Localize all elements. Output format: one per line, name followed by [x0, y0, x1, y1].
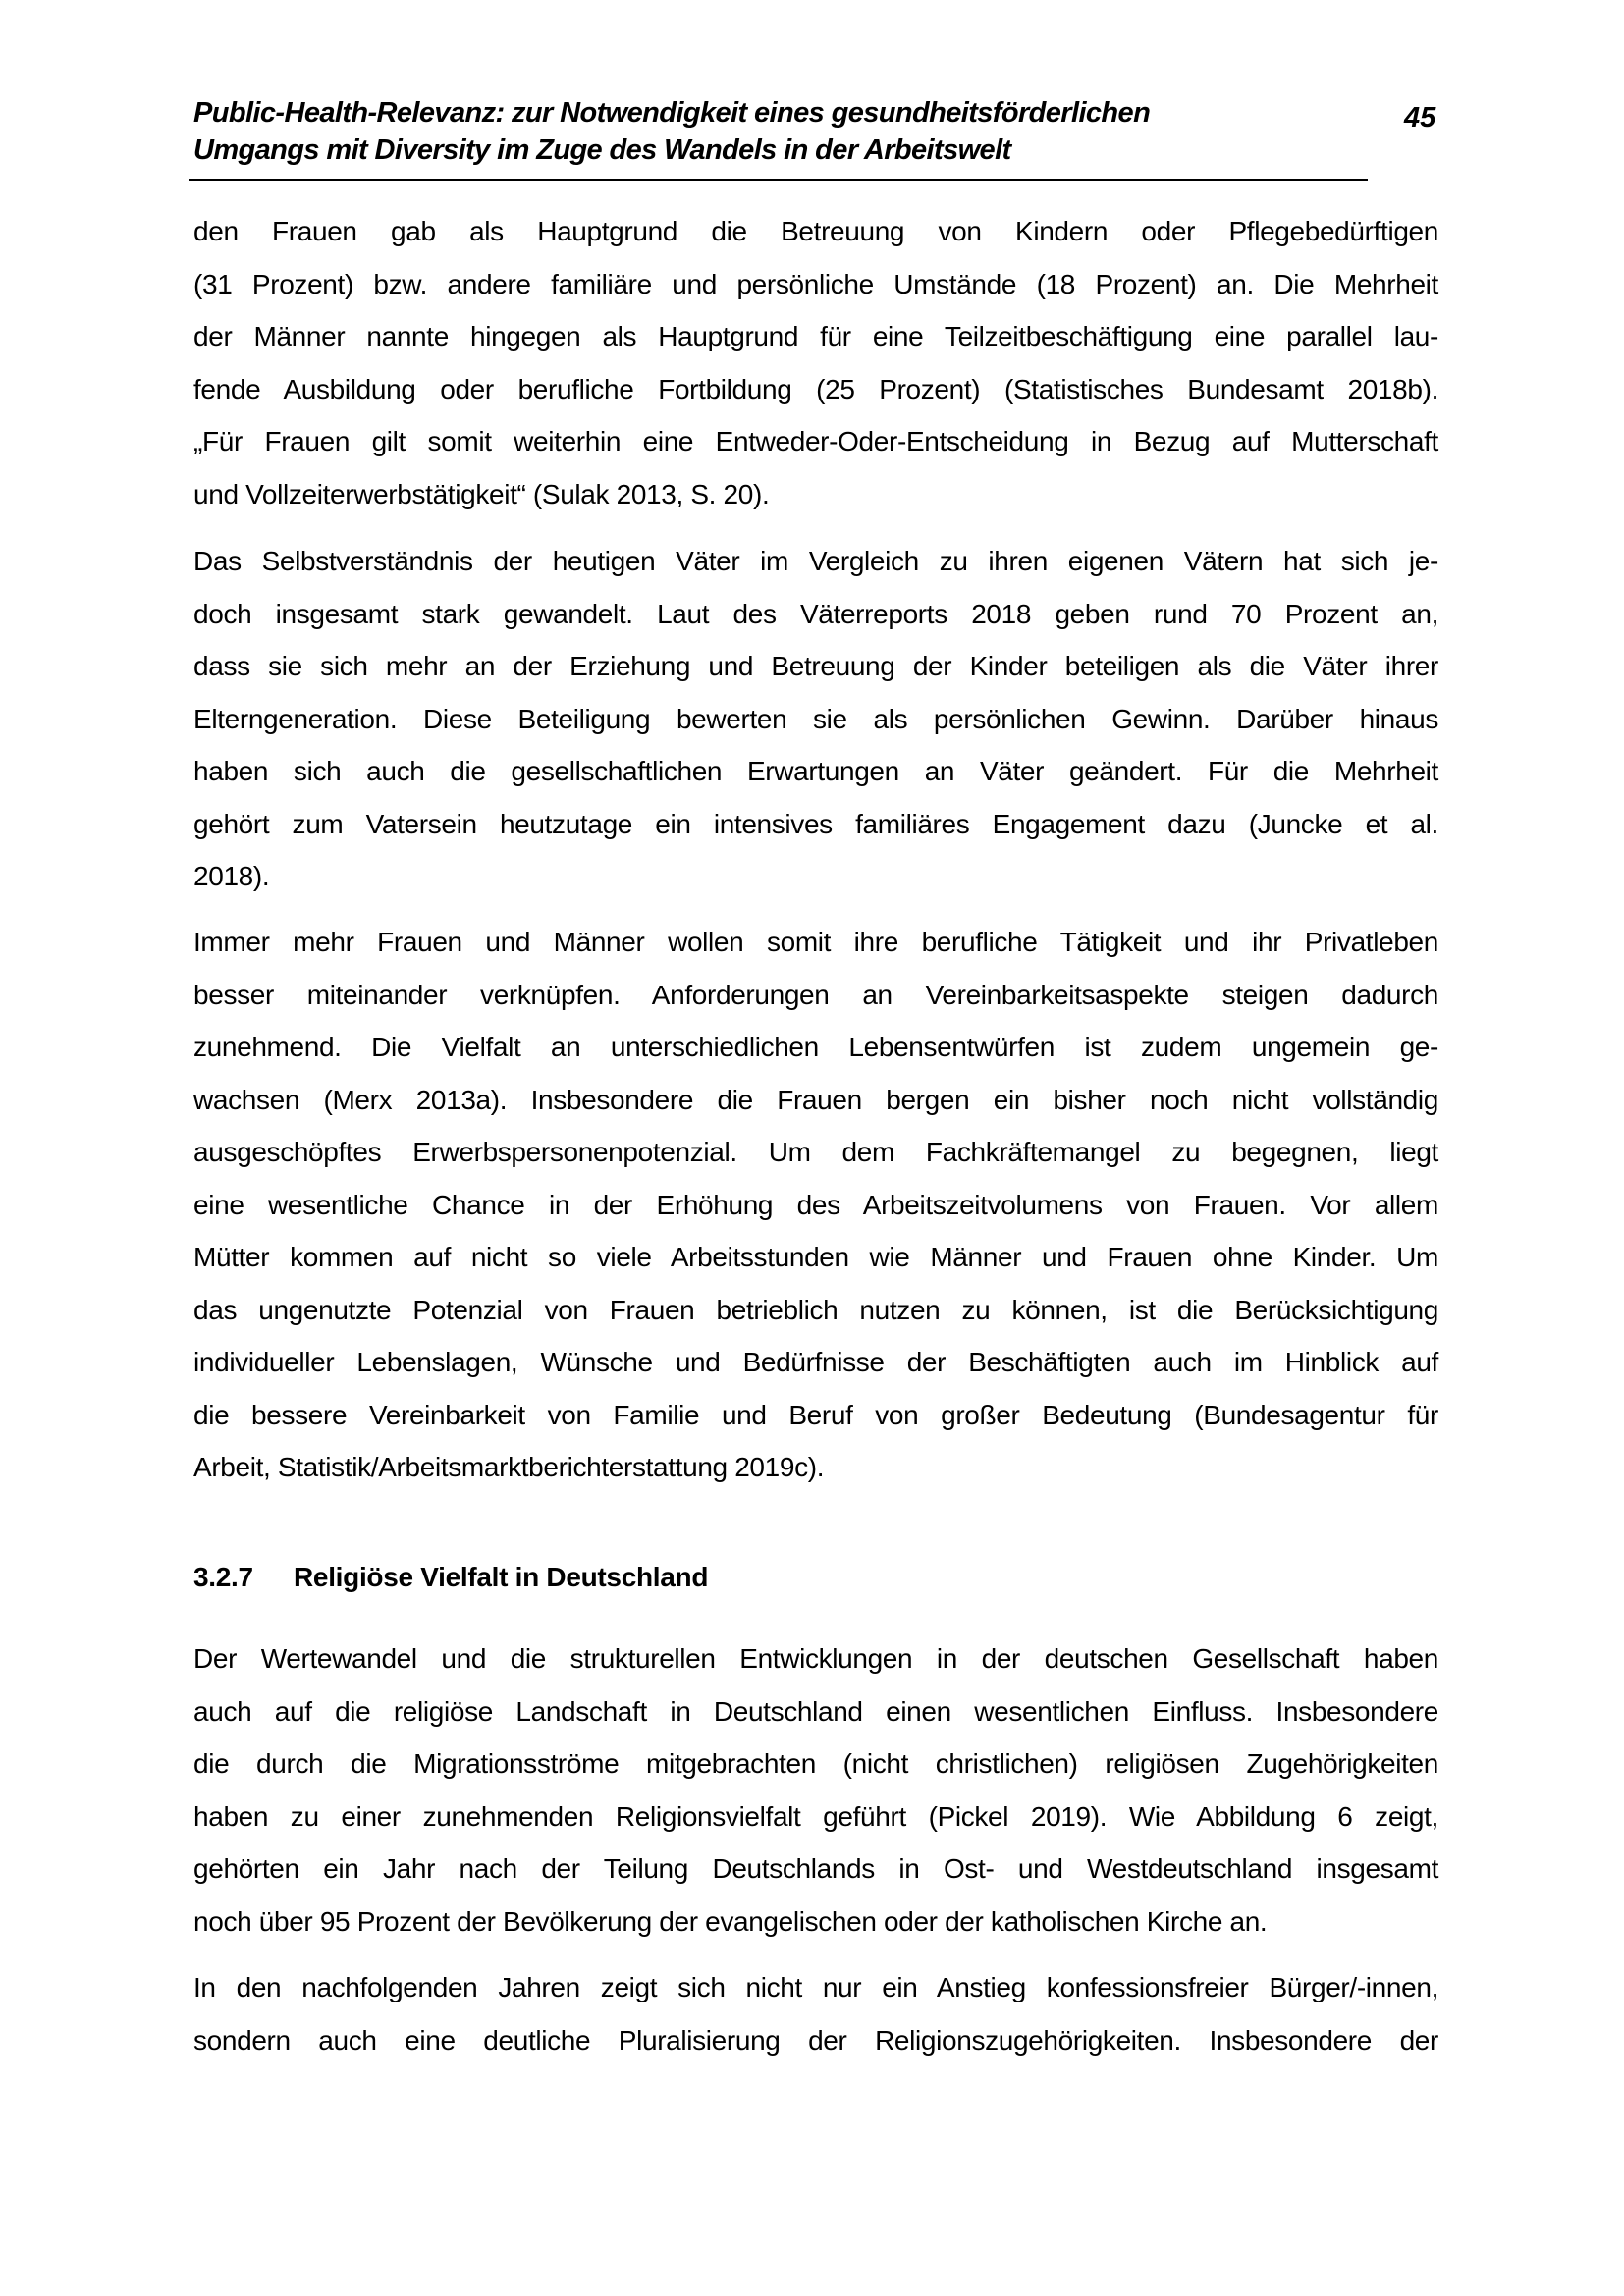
- text-line: die durch die Migrationsströme mitgebrachten (nicht christlichen) religiösen Zugehörigkeiten: [193, 1748, 1438, 1779]
- text-line: zunehmend. Die Vielfalt an unterschiedlichen Lebensentwürfen ist zudem ungemein ge-: [193, 1032, 1438, 1062]
- text-line: haben zu einer zunehmenden Religionsvielfalt geführt (Pickel 2019). Wie Abbildung 6 zeigt,: [193, 1800, 1438, 1832]
- text-line: besser miteinander verknüpfen. Anforderungen an Vereinbarkeitsaspekte steigen dadurch: [193, 979, 1438, 1010]
- text-line: ausgeschöpftes Erwerbspersonenpotenzial. Um dem Fachkräftemangel zu begegnen, liegt: [193, 1137, 1438, 1167]
- text-line: auch auf die religiöse Landschaft in Deutschland einen wesentlichen Einfluss. Insbesondere: [193, 1695, 1438, 1727]
- page-number: 45: [1404, 102, 1436, 133]
- text-line: wachsen (Merx 2013a). Insbesondere die Frauen bergen ein bisher noch nicht vollständig: [193, 1084, 1438, 1115]
- text-line: gehörten ein Jahr nach der Teilung Deutschlands in Ost- und Westdeutschland insgesamt: [193, 1853, 1438, 1884]
- text-line: Arbeit, Statistik/Arbeitsmarktberichterstattung 2019c).: [193, 1452, 825, 1482]
- text-line: sondern auch eine deutliche Pluralisierung der Religionszugehörigkeiten. Insbesondere der: [193, 2024, 1438, 2056]
- paragraph: [193, 535, 1438, 903]
- text-line: die bessere Vereinbarkeit von Familie und Beruf von großer Bedeutung (Bundesagentur für: [193, 1399, 1438, 1430]
- text-line: Elterngeneration. Diese Beteiligung bewerten sie als persönlichen Gewinn. Darüber hinaus: [193, 703, 1438, 734]
- text-line: gehört zum Vatersein heutzutage ein intensives familiäres Engagement dazu (Juncke et al.: [193, 808, 1438, 839]
- text-line: der Männer nannte hingegen als Hauptgrund für eine Teilzeitbeschäftigung eine parallel lau-: [193, 321, 1438, 351]
- section-title: Religiöse Vielfalt in Deutschland: [294, 1562, 709, 1592]
- paragraph: [193, 1632, 1438, 1948]
- paragraph: [193, 205, 1438, 520]
- text-line: individueller Lebenslagen, Wünsche und Bedürfnisse der Beschäftigten auch im Hinblick auf: [193, 1347, 1438, 1377]
- text-line: doch insgesamt stark gewandelt. Laut des Väterreports 2018 geben rund 70 Prozent an,: [193, 598, 1438, 629]
- text-line: (31 Prozent) bzw. andere familiäre und persönliche Umstände (18 Prozent) an. Die Mehrheit: [193, 268, 1438, 299]
- paragraph: [193, 1961, 1438, 2066]
- text-line: Das Selbstverständnis der heutigen Väter im Vergleich zu ihren eigenen Vätern hat sich je-: [193, 546, 1438, 576]
- text-line: Immer mehr Frauen und Männer wollen somit ihre berufliche Tätigkeit und ihr Privatleben: [193, 927, 1438, 957]
- text-line: dass sie sich mehr an der Erziehung und Betreuung der Kinder beteiligen als die Väter ihrer: [193, 651, 1438, 681]
- text-line: eine wesentliche Chance in der Erhöhung des Arbeitszeitvolumens von Frauen. Vor allem: [193, 1189, 1438, 1220]
- text-line: Mütter kommen auf nicht so viele Arbeitsstunden wie Männer und Frauen ohne Kinder. Um: [193, 1242, 1438, 1272]
- text-line: den Frauen gab als Hauptgrund die Betreuung von Kindern oder Pflegebedürftigen: [193, 216, 1438, 246]
- header-title: [193, 94, 1372, 169]
- text-line: noch über 95 Prozent der Bevölkerung der evangelischen oder der katholischen Kirche an.: [193, 1905, 1268, 1937]
- text-line: In den nachfolgenden Jahren zeigt sich nicht nur ein Anstieg konfessionsfreier Bürger/-innen,: [193, 1972, 1438, 2002]
- section-heading: [193, 1562, 708, 1593]
- text-line: „Für Frauen gilt somit weiterhin eine Entweder-Oder-Entscheidung in Bezug auf Mutterschaft: [193, 426, 1438, 456]
- header-divider: [189, 179, 1368, 181]
- text-line: Der Wertewandel und die strukturellen Entwicklungen in der deutschen Gesellschaft haben: [193, 1643, 1438, 1674]
- text-line: fende Ausbildung oder berufliche Fortbildung (25 Prozent) (Statistisches Bundesamt 2018b).: [193, 373, 1438, 404]
- header-title-line: Umgangs mit Diversity im Zuge des Wandels in der Arbeitswelt: [193, 134, 1011, 166]
- paragraph: [193, 916, 1438, 1494]
- header-title-line: Public-Health-Relevanz: zur Notwendigkeit eines gesundheitsförderlichen: [193, 97, 1151, 129]
- text-line: 2018).: [193, 861, 270, 891]
- text-line: und Vollzeiterwerbstätigkeit“ (Sulak 2013, S. 20).: [193, 478, 770, 509]
- text-line: das ungenutzte Potenzial von Frauen betrieblich nutzen zu können, ist die Berücksichtigung: [193, 1294, 1438, 1325]
- text-line: haben sich auch die gesellschaftlichen Erwartungen an Väter geändert. Für die Mehrheit: [193, 756, 1438, 786]
- section-number: 3.2.7: [193, 1562, 253, 1592]
